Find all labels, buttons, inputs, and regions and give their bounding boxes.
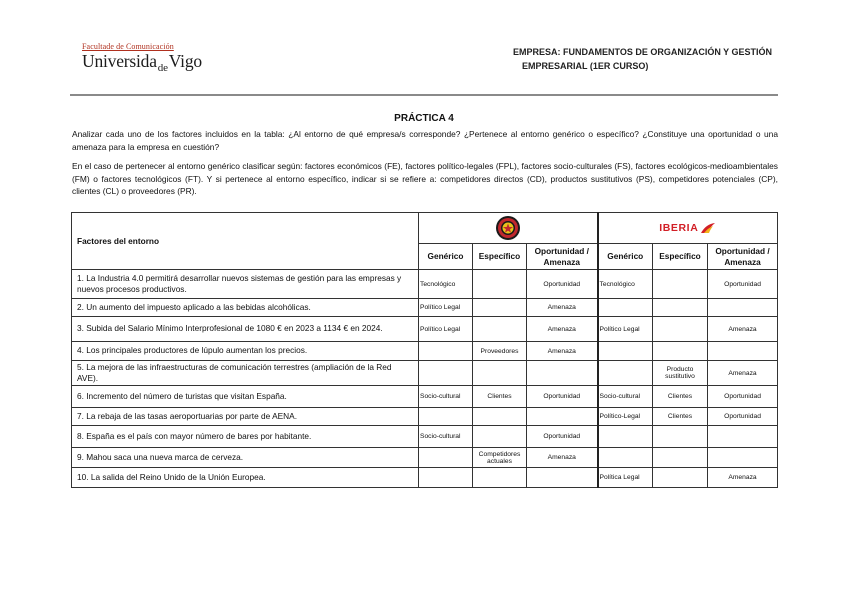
generico-cell-2 xyxy=(598,361,653,386)
company-1-header xyxy=(419,213,598,244)
oportunidad-cell xyxy=(527,408,598,426)
especifico-cell xyxy=(473,317,527,342)
brewery-rosette-icon xyxy=(420,213,596,243)
generico-cell-2 xyxy=(598,448,653,468)
col-header-especifico: Específico xyxy=(473,244,527,270)
oportunidad-cell: Amenaza xyxy=(527,299,598,317)
oportunidad-cell-2: Amenaza xyxy=(708,317,778,342)
factor-cell: 3. Subida del Salario Mínimo Interprofesional de 1080 € en 2023 a 1134 € en 2024. xyxy=(72,317,419,342)
page-title: PRÁCTICA 4 xyxy=(394,113,454,124)
especifico-cell xyxy=(473,270,527,299)
col-header-generico-2: Genérico xyxy=(598,244,653,270)
course-line-1: EMPRESA: FUNDAMENTOS DE ORGANIZACIÓN Y GESTIÓN xyxy=(513,47,773,57)
table-row xyxy=(72,468,778,488)
especifico-cell xyxy=(473,426,527,448)
university-name-part1: Universida xyxy=(82,51,157,71)
generico-cell-2: Político Legal xyxy=(598,317,653,342)
especifico-cell xyxy=(473,408,527,426)
university-logo xyxy=(82,51,202,72)
generico-cell-2: Política Legal xyxy=(598,468,653,488)
especifico-cell-2 xyxy=(653,468,708,488)
oportunidad-cell-2: Amenaza xyxy=(708,468,778,488)
oportunidad-cell: Oportunidad xyxy=(527,386,598,408)
oportunidad-cell: Amenaza xyxy=(527,317,598,342)
table-row xyxy=(72,342,778,361)
oportunidad-cell: Oportunidad xyxy=(527,270,598,299)
col-header-especifico-2: Específico xyxy=(653,244,708,270)
header-divider xyxy=(70,94,778,96)
factor-cell: 2. Un aumento del impuesto aplicado a las bebidas alcohólicas. xyxy=(72,299,419,317)
especifico-cell-2 xyxy=(653,448,708,468)
table-row xyxy=(72,408,778,426)
oportunidad-cell-2: Oportunidad xyxy=(708,408,778,426)
company-2-header xyxy=(598,213,778,244)
generico-cell: Tecnológico xyxy=(419,270,473,299)
table-row xyxy=(72,361,778,386)
factor-cell: 7. La rebaja de las tasas aeroportuarias por parte de AENA. xyxy=(72,408,419,426)
generico-cell xyxy=(419,408,473,426)
oportunidad-cell-2: Oportunidad xyxy=(708,386,778,408)
table-row xyxy=(72,317,778,342)
generico-cell: Político Legal xyxy=(419,299,473,317)
table-row xyxy=(72,270,778,299)
especifico-cell-2: Clientes xyxy=(653,408,708,426)
oportunidad-cell: Amenaza xyxy=(527,342,598,361)
generico-cell xyxy=(419,468,473,488)
especifico-cell xyxy=(473,299,527,317)
generico-cell-2 xyxy=(598,426,653,448)
iberia-wordmark: IBERIA xyxy=(659,222,699,234)
especifico-cell xyxy=(473,468,527,488)
oportunidad-cell: Oportunidad xyxy=(527,426,598,448)
especifico-cell: Clientes xyxy=(473,386,527,408)
university-name-part2: Vigo xyxy=(168,51,202,71)
especifico-cell-2 xyxy=(653,426,708,448)
table-row xyxy=(72,448,778,468)
oportunidad-cell-2 xyxy=(708,299,778,317)
university-name-de: de xyxy=(157,62,168,74)
oportunidad-cell-2 xyxy=(708,342,778,361)
col-header-generico: Genérico xyxy=(419,244,473,270)
oportunidad-cell xyxy=(527,361,598,386)
especifico-cell-2 xyxy=(653,317,708,342)
especifico-cell: Competidores actuales xyxy=(473,448,527,468)
factor-cell: 9. Mahou saca una nueva marca de cerveza. xyxy=(72,448,419,468)
oportunidad-cell-2 xyxy=(708,448,778,468)
generico-cell xyxy=(419,448,473,468)
col-header-oportunidad-2: Oportunidad / Amenaza xyxy=(708,244,778,270)
oportunidad-cell-2: Amenaza xyxy=(708,361,778,386)
iberia-logo-icon xyxy=(600,213,777,243)
generico-cell-2: Tecnológico xyxy=(598,270,653,299)
generico-cell-2 xyxy=(598,342,653,361)
factors-header: Factores del entorno xyxy=(72,213,419,270)
especifico-cell-2: Producto sustitutivo xyxy=(653,361,708,386)
oportunidad-cell xyxy=(527,468,598,488)
generico-cell xyxy=(419,361,473,386)
oportunidad-cell-2 xyxy=(708,426,778,448)
instruction-paragraph-1: Analizar cada uno de los factores incluidos en la tabla: ¿Al entorno de qué empresa/s corresponde? ¿Pertenece al entorno genérico o específico? ¿Constituye una oportunidad o una amenaza para la empresa en cuestión? xyxy=(72,129,778,152)
especifico-cell-2 xyxy=(653,270,708,299)
generico-cell-2: Socio-cultural xyxy=(598,386,653,408)
especifico-cell xyxy=(473,361,527,386)
environment-factors-table xyxy=(71,212,778,488)
factor-cell: 8. España es el país con mayor número de bares por habitante. xyxy=(72,426,419,448)
generico-cell-2: Político-Legal xyxy=(598,408,653,426)
especifico-cell-2 xyxy=(653,299,708,317)
course-line-2: EMPRESARIAL (1ER CURSO) xyxy=(522,61,649,71)
instruction-paragraph-2: En el caso de pertenecer al entorno genérico clasificar según: factores económicos (FE), factores político-legales (FPL), factores socio-culturales (FS), factores ecológicos-medioambientales (FM) o factores tecnológicos (FT). Y si pertenece al entorno específico, indicar si se refiere a: competidores directos (CD), productos sustitutivos (PS), competidores potenciales (CP), clientes (CL) o proveedores (PR). xyxy=(72,161,778,196)
factor-cell: 4. Los principales productores de lúpulo aumentan los precios. xyxy=(72,342,419,361)
factor-cell: 5. La mejora de las infraestructuras de comunicación terrestres (ampliación de la Red AVE). xyxy=(72,361,419,386)
table-row xyxy=(72,299,778,317)
especifico-cell-2: Clientes xyxy=(653,386,708,408)
table-row xyxy=(72,426,778,448)
generico-cell: Socio-cultural xyxy=(419,426,473,448)
factor-cell: 10. La salida del Reino Unido de la Unión Europea. xyxy=(72,468,419,488)
oportunidad-cell: Amenaza xyxy=(527,448,598,468)
generico-cell: Socio-cultural xyxy=(419,386,473,408)
oportunidad-cell-2: Oportunidad xyxy=(708,270,778,299)
table-row xyxy=(72,386,778,408)
factor-cell: 6. Incremento del número de turistas que visitan España. xyxy=(72,386,419,408)
factor-cell: 1. La Industria 4.0 permitirá desarrollar nuevos sistemas de gestión para las empresas y nuevos procesos productivos. xyxy=(72,270,419,299)
especifico-cell: Proveedores xyxy=(473,342,527,361)
course-header xyxy=(513,45,772,73)
col-header-oportunidad: Oportunidad / Amenaza xyxy=(527,244,598,270)
especifico-cell-2 xyxy=(653,342,708,361)
faculty-name: Facultade de Comunicación xyxy=(82,42,174,51)
generico-cell: Político Legal xyxy=(419,317,473,342)
generico-cell-2 xyxy=(598,299,653,317)
generico-cell xyxy=(419,342,473,361)
